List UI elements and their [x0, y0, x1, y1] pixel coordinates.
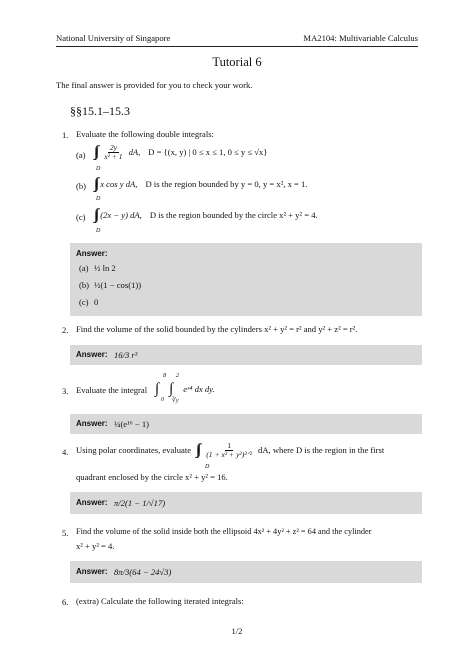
answer-1b: ½(1 − cos(1)) [94, 280, 142, 290]
answer-3-label: Answer: [76, 419, 108, 428]
q2-number: 2. [62, 325, 69, 335]
answer-5: 8π/3(64 − 24√3) [114, 567, 172, 577]
answer-1c-label: (c) [79, 297, 89, 307]
q1c-domain: D [96, 228, 101, 234]
answer-box-1 [70, 243, 422, 316]
q3-integral: ∫ ∫ eˣ⁴ dx dy. [155, 380, 215, 397]
answer-1a-label: (a) [79, 263, 89, 273]
q1-number: 1. [62, 130, 69, 140]
header [56, 33, 418, 43]
q1a-fraction: $\frac{2y}{\text{x² + 1}}$ [104, 142, 123, 161]
q1c-label: (c) [76, 212, 86, 222]
answer-2-label: Answer: [76, 350, 108, 359]
q1b-expression: ∫∫ x cos y dA, D is the region bounded by y = 0, y = x², x = 1. [94, 175, 308, 192]
intro-text: The final answer is provided for you to check your work. [56, 80, 253, 90]
q4-line-2: quadrant enclosed by the circle x² + y² = 16. [76, 472, 228, 482]
answer-1a: ½ ln 2 [94, 263, 116, 273]
q6-text: (extra) Calculate the following iterated integrals: [76, 596, 244, 606]
answer-box-4 [70, 492, 422, 514]
answer-box-5 [70, 561, 422, 583]
answer-4-label: Answer: [76, 498, 108, 507]
q5-line-2: x² + y² = 4. [76, 541, 115, 551]
answer-2: 16/3 r³ [114, 350, 138, 360]
double-integral-symbol: ∫∫ [94, 143, 97, 160]
answer-1-label: Answer: [76, 249, 108, 258]
q4-number: 4. [62, 447, 69, 457]
q1a-label: (a) [76, 150, 86, 160]
q3-lower-outer: 0 [161, 397, 164, 403]
q4-fraction: $\frac{1}{\text{(1 + x² + y²)³ᐟ²}}$ [206, 440, 253, 459]
answer-1c: 0 [94, 297, 99, 307]
q4-domain: D [205, 464, 210, 470]
q1a-domain: D [96, 166, 101, 172]
q4-line-1: Using polar coordinates, evaluate ∫∫ $\frac{1}{\text{(1 + x² + y²)³ᐟ²}}$ dA, where D is the region in the first [76, 440, 385, 459]
page-title: Tutorial 6 [212, 55, 262, 69]
page-number: 1/2 [231, 626, 243, 636]
q1b-label: (b) [76, 181, 87, 191]
q2-text: Find the volume of the solid bounded by the cylinders x² + y² = r² and y² + z² = r². [76, 324, 358, 334]
q3-text: Evaluate the integral [76, 385, 148, 395]
header-rule [56, 46, 418, 47]
q1c-expression: ∫∫ (2x − y) dA, D is the region bounded by the circle x² + y² = 4. [94, 206, 318, 223]
q1a-expression: ∫∫ $\frac{2y}{\text{x² + 1}}$ dA, D = {(x, y) | 0 ≤ x ≤ 1, 0 ≤ y ≤ √x} [94, 142, 268, 161]
answer-1b-label: (b) [79, 280, 90, 290]
header-right: MA2104: Multivariable Calculus [303, 33, 418, 43]
section-heading: §§15.1–15.3 [70, 104, 130, 118]
q6-number: 6. [62, 597, 69, 607]
answer-5-label: Answer: [76, 567, 108, 576]
q3-upper-outer: 8 [163, 373, 166, 379]
answer-box-2 [70, 345, 422, 365]
q3-lower-inner: ∛y [172, 398, 179, 404]
header-left: National University of Singapore [56, 33, 171, 43]
q5-number: 5. [62, 528, 69, 538]
answer-3: ¼(e¹⁶ − 1) [114, 419, 149, 429]
q5-line-1: Find the volume of the solid inside both the ellipsoid 4x² + 4y² + z² = 64 and the cylinder [76, 527, 372, 536]
answer-4: π/2(1 − 1/√17) [114, 498, 166, 508]
q1-prompt: Evaluate the following double integrals: [76, 129, 214, 139]
q3-upper-inner: 2 [176, 373, 179, 379]
q1b-domain: D [96, 196, 101, 202]
answer-box-3 [70, 414, 422, 434]
q3-number: 3. [62, 386, 69, 396]
